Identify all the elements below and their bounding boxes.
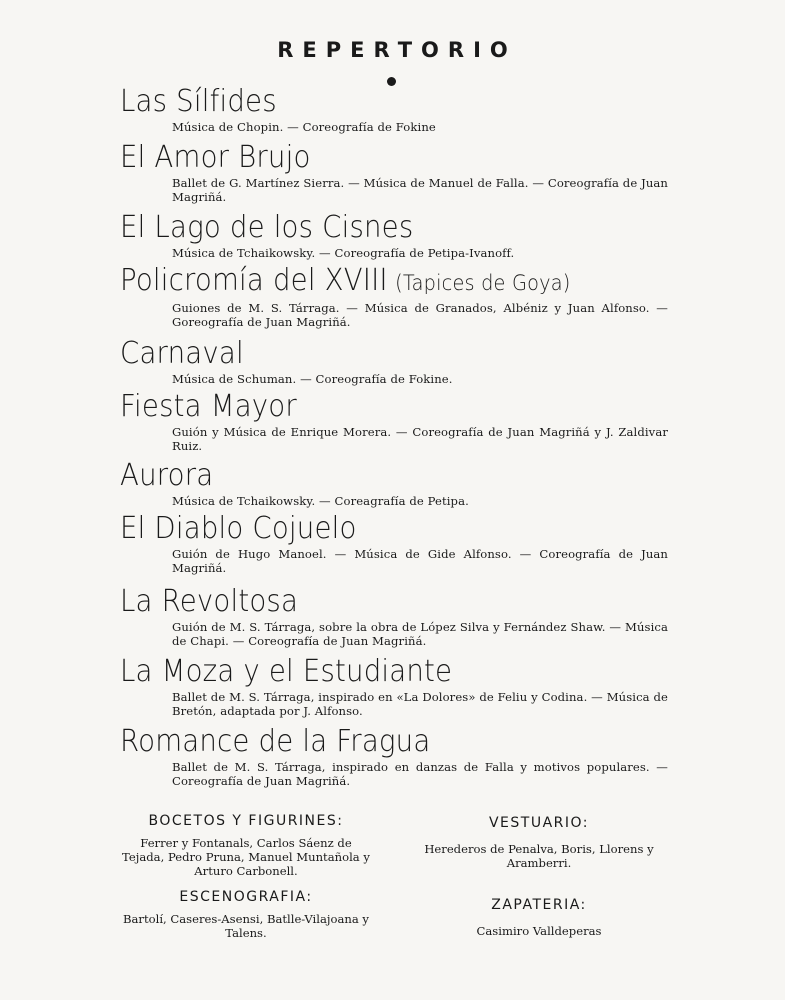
entry-title: Las Sílfides [120,84,277,119]
repertoire-entry [120,84,668,140]
entry-title: El Amor Brujo [120,140,311,175]
repertoire-entry [120,511,668,584]
entry-description: Ballet de M. S. Tárraga, inspirado en «La Dolores» de Feliu y Codina. — Música de Bretón, adaptada por J. Alfonso. [172,690,668,718]
entry-title: Fiesta Mayor [120,389,297,424]
entry-title: El Diablo Cojuelo [120,511,357,546]
entry-description: Guiones de M. S. Tárraga. — Música de Granados, Albéniz y Juan Alfonso. — Goreografía de Juan Magriñá. [172,301,668,329]
repertoire-entry [120,389,668,458]
entry-title: Carnaval [120,336,244,371]
repertoire-entry [120,458,668,511]
credit-text: Bartolí, Caseres-Asensi, Batlle-Vilajoana y Talens. [123,912,369,940]
entry-description: Música de Tchaikowsky. — Coreagrafía de Petipa. [172,494,469,508]
repertoire-entry [120,263,668,336]
repertoire-entry [120,584,668,654]
entry-title: El Lago de los Cisnes [120,210,414,245]
credit-heading: ESCENOGRAFIA: [179,889,313,905]
entry-subtitle: (Tapices de Goya) [395,271,571,295]
entry-title: La Revoltosa [120,584,299,619]
entry-description: Ballet de G. Martínez Sierra. — Música de Manuel de Falla. — Coreografía de Juan Magriñá. [172,176,668,204]
entry-description: Guión de M. S. Tárraga, sobre la obra de López Silva y Fernández Shaw. — Música de Chapi. — Coreografía de Juan Magriñá. [172,620,668,648]
entry-title: La Moza y el Estudiante [120,654,453,689]
repertoire-list [120,84,668,794]
credit-escenografia [118,888,374,940]
credit-text: Casimiro Valldeperas [476,924,602,938]
entry-title: Aurora [120,458,214,493]
entry-description: Guión y Música de Enrique Morera. — Coreografía de Juan Magriñá y J. Zaldivar Ruiz. [172,425,668,453]
repertoire-entry [120,724,668,794]
repertoire-entry [120,210,668,263]
credit-heading: BOCETOS Y FIGURINES: [148,813,344,829]
entry-description: Música de Chopin. — Coreografía de Fokine [172,120,436,134]
credit-text: Herederos de Penalva, Boris, Llorens y Aramberri. [424,842,654,870]
credit-zapateria [408,896,670,938]
entry-description: Música de Schuman. — Coreografía de Fokine. [172,372,453,386]
credit-heading: ZAPATERIA: [491,897,587,913]
credit-vestuario [408,814,670,870]
credit-bocetos [118,812,374,878]
credit-text: Ferrer y Fontanals, Carlos Sáenz de Tejada, Pedro Pruna, Manuel Muntañola y Arturo Carbonell. [122,836,370,878]
credit-heading: VESTUARIO: [488,815,590,831]
entry-description: Música de Tchaikowsky. — Coreografía de Petipa-Ivanoff. [172,246,515,260]
entry-title: Policromía del XVIII [120,263,388,298]
repertoire-entry [120,336,668,389]
entry-title: Romance de la Fragua [120,724,431,759]
entry-description: Ballet de M. S. Tárraga, inspirado en danzas de Falla y motivos populares. — Coreografía de Juan Magriñá. [172,760,668,788]
repertoire-entry [120,140,668,210]
entry-description: Guión de Hugo Manoel. — Música de Gide Alfonso. — Coreografía de Juan Magriñá. [172,547,668,575]
page-heading: REPERTORIO [277,38,517,62]
repertoire-entry [120,654,668,724]
